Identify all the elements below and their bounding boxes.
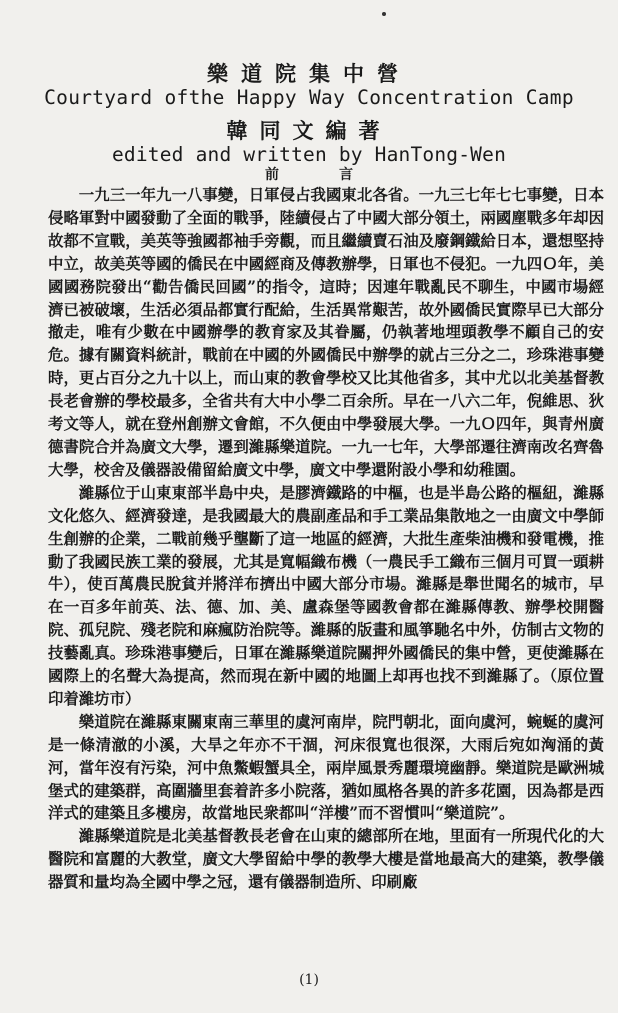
paragraph: 濰縣樂道院是北美基督教長老會在山東的總部所在地，里面有一所現代化的大醫院和富麗的大教堂，廣文大學留給中學的教學大樓是當地最高大的建築，教學儀器質和量均為全國中學之冠，還有儀器制造所、印刷廠 [48,827,604,892]
paragraph: 一九三一年九一八事變，日軍侵占我國東北各省。一九三七年七七事變，日本侵略軍對中國發動了全面的戰爭，陸續侵占了中國大部分領土，兩國塵戰多年却因故都不宣戰，美英等強國都袖手旁觀，而且繼續賣石油及廢鋼鐵給日本，還想堅持中立，故美英等國的僑民在中國經商及傳教辦學，日軍也不侵犯。一九四Ｏ年，美國國務院發出“勸告僑民回國”的指令，這時；因連年戰亂民不聊生，中國市場經濟已被破壞，生活必須品都實行配給，生活異常艱苦，故外國僑民實際早已大部分撤走，唯有少數在中國辦學的教育家及其眷屬，仍執著地埋頭教學不顧自己的安危。據有關資料統計，戰前在中國的外國僑民中辦學的就占三分之二，珍珠港事變時，更占百分之九十以上，而山東的教會學校又比其他省多，其中尤以北美基督教長老會辦的學校最多，全省共有大中小學二百余所。早在一八六二年，倪維思、狄考文等人，就在登州創辦文會館，不久便由中學發展大學。一九Ｏ四年，與青州廣德書院合并為廣文大學，遷到濰縣樂道院。一九一七年，大學部遷往濟南改名齊魯大學，校舍及儀器設備留給廣文中學，廣文中學還附設小學和幼稚園。 [48,186,604,479]
preface-heading: 前言 [265,167,413,183]
author-chinese: 韓同文編著 [226,118,392,143]
title-chinese: 樂道院集中營 [207,61,411,86]
ink-dot [382,12,386,16]
paragraph: 濰縣位于山東東部半島中央，是膠濟鐵路的中樞，也是半島公路的樞紐，濰縣文化悠久、經濟發達，是我國最大的農副產品和手工業品集散地之一由廣文中學師生創辦的企業，二戰前幾乎壟斷了這一地區的經濟，大批生產柴油機和發電機，推動了我國民族工業的發展，尤其是寬幅織布機（一農民手工織布三個月可買一頭耕牛），使百萬農民脫貧并將洋布擠出中國大部分市場。濰縣是舉世聞名的城市，早在一百多年前英、法、德、加、美、盧森堡等國教會都在濰縣傳教、辦學校開醫院、孤兒院、殘老院和麻瘋防治院等。濰縣的版畫和風箏馳名中外，仿制古文物的技藝亂真。珍珠港事變后，日軍在濰縣樂道院關押外國僑民的集中營，更使濰縣在國際上的名聲大為提高，然而現在新中國的地圖上却再也找不到濰縣了。（原位置印着濰坊市） [48,483,604,708]
page-number: (1) [299,972,319,988]
paragraph: 樂道院在濰縣東關東南三華里的虞河南岸，院門朝北，面向虞河，蜿蜒的虞河是一條清澈的小溪，大旱之年亦不干涸，河床很寬也很深，大雨后宛如洶涌的黃河，當年沒有污染，河中魚鱉蝦蟹具全，兩岸風景秀麗環境幽靜。樂道院是歐洲城堡式的建築群，高圍牆里套着許多小院落，猶如風格各異的許多花園，因為都是西洋式的建築且多樓房，故當地民衆都叫“洋樓”而不習慣叫“樂道院”。 [48,712,604,823]
title-english: Courtyard ofthe Happy Way Concentration Camp [44,86,574,109]
author-english: edited and written by HanTong-Wen [111,143,507,166]
body-text [48,184,604,894]
